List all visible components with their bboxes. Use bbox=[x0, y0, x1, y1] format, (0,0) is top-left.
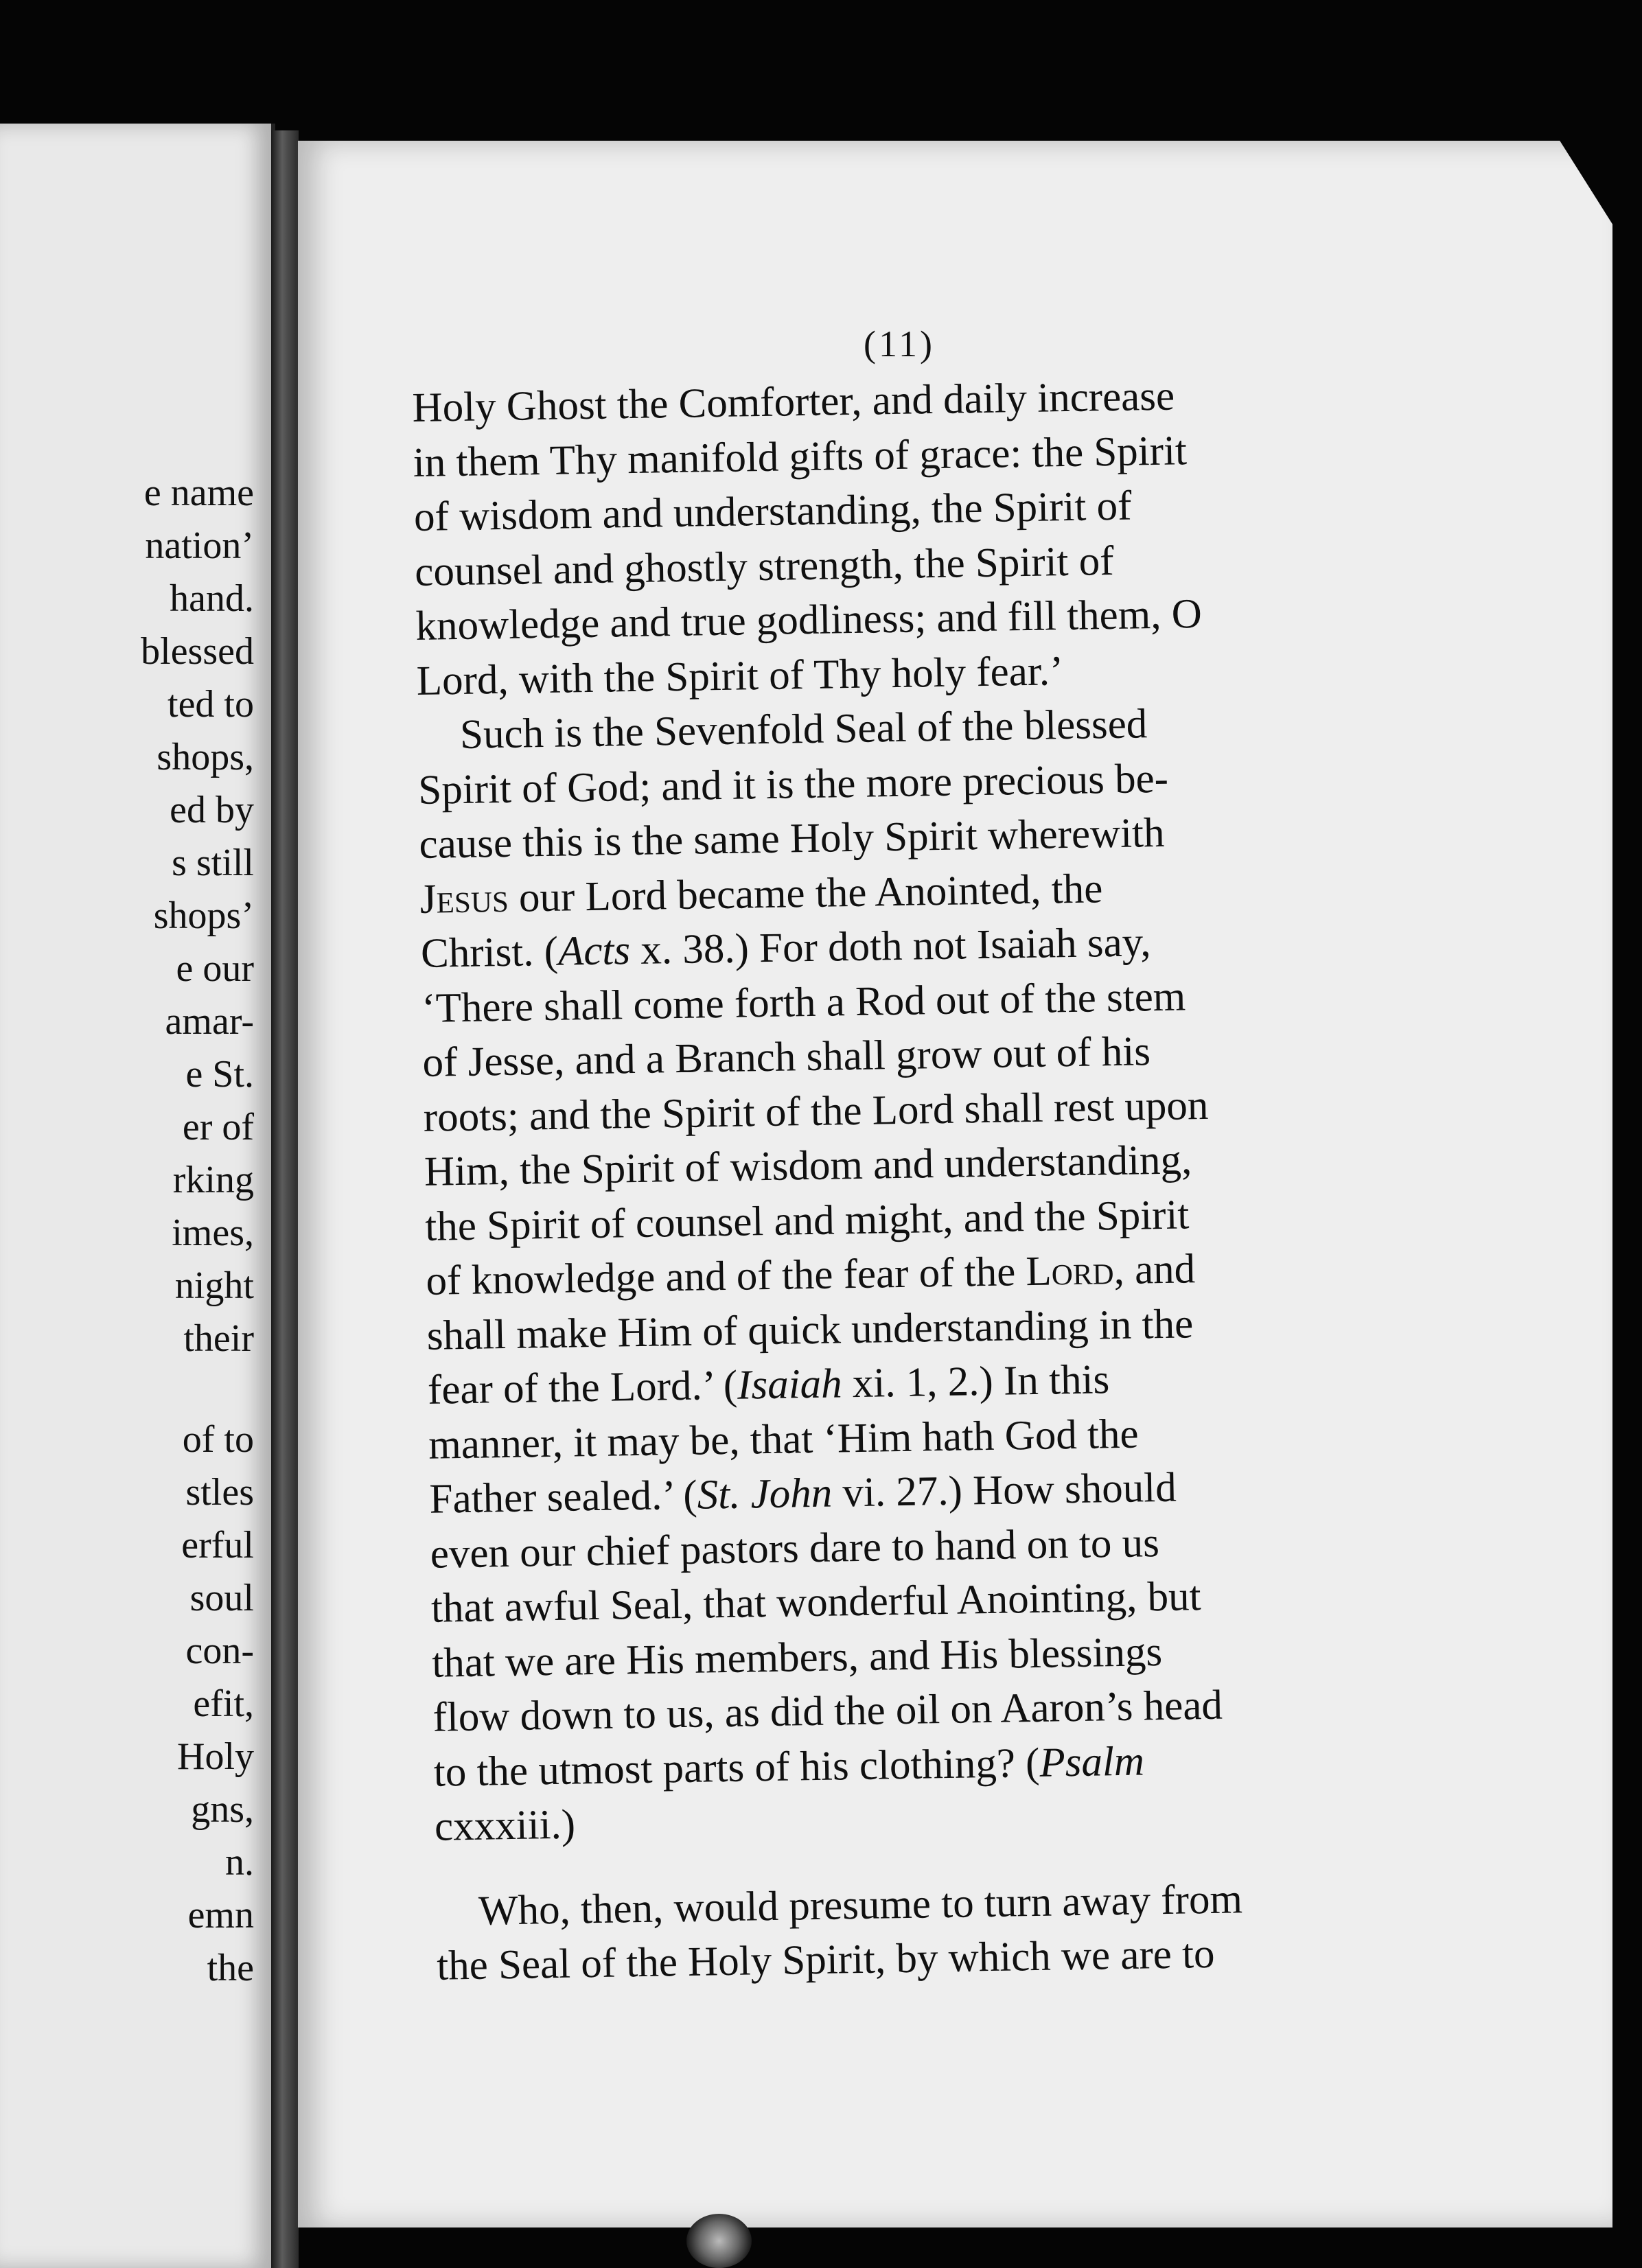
page-number: (11) bbox=[864, 323, 935, 364]
left-page-line: the bbox=[207, 1947, 254, 1989]
text-line: cxxxiii.) bbox=[434, 1801, 576, 1850]
text-line: the Seal of the Holy Spirit, by which we are to bbox=[436, 1930, 1215, 1989]
left-page-line: Holy bbox=[177, 1735, 254, 1778]
left-page-line: rking bbox=[172, 1159, 254, 1201]
small-caps-lord: Lord bbox=[1025, 1247, 1115, 1295]
book-gutter bbox=[271, 130, 299, 2268]
left-page-line: e name bbox=[143, 472, 254, 514]
left-page-line: e St. bbox=[185, 1053, 254, 1096]
left-page-text bbox=[0, 467, 254, 1995]
paragraph-2 bbox=[417, 693, 1389, 1854]
paragraph-3 bbox=[435, 1869, 1391, 1993]
left-page-line: shops, bbox=[157, 736, 254, 778]
text-line: fear of the Lord.’ (Isaiah xi. 1, 2.) In this bbox=[427, 1356, 1110, 1413]
text-line: that we are His members, and His blessings bbox=[431, 1628, 1163, 1687]
left-page-line: night bbox=[174, 1264, 254, 1307]
left-page-line: s still bbox=[172, 842, 254, 884]
text-line: of wisdom and understanding, the Spirit of bbox=[413, 483, 1132, 540]
text-line: Christ. (Acts x. 38.) For doth not Isaiah say, bbox=[420, 919, 1151, 977]
text-line: even our chief pastors dare to hand on to us bbox=[430, 1519, 1160, 1577]
left-page-line: erful bbox=[181, 1524, 254, 1566]
text-line: Lord, with the Spirit of Thy holy fear.’ bbox=[416, 647, 1064, 704]
left-page-line: nation’ bbox=[145, 524, 254, 567]
text-line: that awful Seal, that wonderful Anointing, but bbox=[430, 1573, 1202, 1632]
text-line: cause this is the same Holy Spirit wherewith bbox=[419, 809, 1165, 868]
text-line: Such is the Sevenfold Seal of the blessed bbox=[459, 701, 1148, 758]
text-line: Spirit of God; and it is the more precious be- bbox=[417, 755, 1169, 813]
citation-st-john: St. John bbox=[697, 1470, 833, 1518]
page-body bbox=[412, 366, 1391, 1993]
left-page-line: n. bbox=[225, 1841, 254, 1884]
left-page-line: e our bbox=[176, 947, 254, 990]
text-line: ‘There shall come forth a Rod out of the stem bbox=[421, 973, 1186, 1032]
text-line: Who, then, would presume to turn away from bbox=[478, 1875, 1243, 1934]
left-page-line: shops’ bbox=[153, 894, 254, 937]
text-line: to the utmost parts of his clothing? (Psalm bbox=[433, 1737, 1145, 1796]
text-line: Jesus our Lord became the Anointed, the bbox=[419, 865, 1103, 923]
left-page-line: emn bbox=[187, 1894, 254, 1936]
text-line: in them Thy manifold gifts of grace: the Spirit bbox=[413, 427, 1188, 486]
text-line: Father sealed.’ (St. John vi. 27.) How should bbox=[429, 1464, 1177, 1523]
text-line: flow down to us, as did the oil on Aaron’s head bbox=[432, 1682, 1223, 1741]
paragraph-1 bbox=[412, 366, 1371, 708]
left-page-line: ted to bbox=[167, 683, 254, 726]
left-page-line: efit, bbox=[193, 1682, 254, 1725]
left-page-line: their bbox=[183, 1317, 254, 1360]
text-line: counsel and ghostly strength, the Spirit of bbox=[414, 537, 1115, 595]
left-page-line: gns, bbox=[191, 1788, 254, 1831]
citation-acts: Acts bbox=[557, 927, 631, 975]
left-page-line: blessed bbox=[141, 630, 254, 673]
citation-isaiah: Isaiah bbox=[737, 1361, 843, 1409]
text-line: roots; and the Spirit of the Lord shall rest upon bbox=[423, 1082, 1209, 1141]
left-page-line: stles bbox=[185, 1471, 254, 1514]
left-page-line: er of bbox=[182, 1106, 254, 1148]
text-line: Holy Ghost the Comforter, and daily increase bbox=[412, 373, 1175, 431]
left-page-line: imes, bbox=[172, 1212, 254, 1254]
left-page-line: of to bbox=[182, 1418, 254, 1461]
left-page-line: soul bbox=[189, 1577, 254, 1619]
text-line: manner, it may be, that ‘Him hath God the bbox=[428, 1411, 1140, 1468]
left-page-line: con- bbox=[185, 1630, 254, 1672]
citation-psalm: Psalm bbox=[1039, 1737, 1145, 1786]
ink-smudge bbox=[686, 2214, 752, 2268]
text-line: the Spirit of counsel and might, and the Spirit bbox=[424, 1191, 1190, 1250]
text-line: of knowledge and of the fear of the Lord, and bbox=[426, 1246, 1196, 1304]
text-line: Him, the Spirit of wisdom and understanding, bbox=[424, 1137, 1192, 1195]
left-page-fragment bbox=[0, 124, 275, 2268]
small-caps-jesus: Jesus bbox=[419, 875, 509, 923]
text-line: of Jesse, and a Branch shall grow out of his bbox=[422, 1028, 1151, 1086]
left-page-line bbox=[0, 1365, 254, 1413]
text-line: knowledge and true godliness; and fill them, O bbox=[415, 590, 1203, 649]
text-line: shall make Him of quick understanding in the bbox=[426, 1300, 1194, 1359]
left-page-line: hand. bbox=[170, 577, 254, 620]
left-page-line: amar- bbox=[165, 1000, 254, 1043]
left-page-line: ed by bbox=[170, 789, 254, 831]
